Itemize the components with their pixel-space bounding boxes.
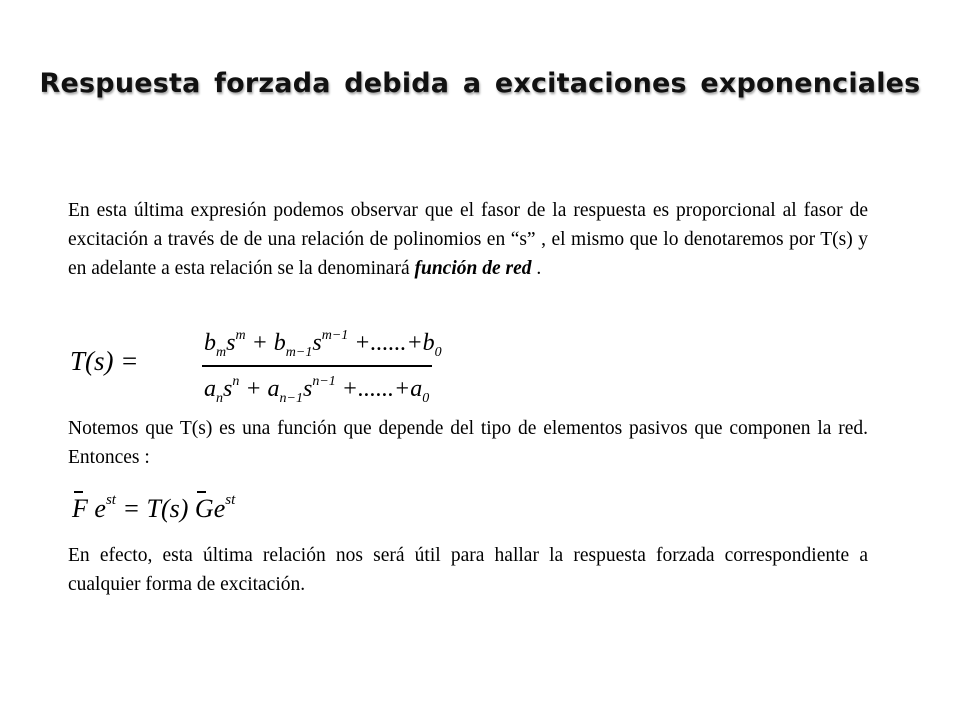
phasor-f: F xyxy=(72,494,88,523)
paragraph-ts-dependence: Notemos que T(s) es una función que depende del tipo de elementos pasivos que componen la red. Entonces : xyxy=(68,418,868,468)
equation-lhs: T(s) = xyxy=(70,346,139,376)
phasor-relation-equation: F $e^{st} = T(s)$ $Ge^{st}$ xyxy=(72,492,236,523)
paragraph-1-text: En esta última expresión podemos observar que el fasor de la respuesta es proporcional al fasor de excitación a través de de una relación de polinomios en “s” , el mismo que lo denotaremos por T(s) y en adelante a esta relación se la denominará xyxy=(68,200,868,279)
paragraph-network-function xyxy=(68,196,868,283)
emphasis-network-function: función de red xyxy=(414,258,532,279)
slide-title: Respuesta forzada debida a excitaciones exponenciales xyxy=(39,68,921,99)
paragraph-1-end: . xyxy=(531,258,542,279)
fraction-denominator: $a_ns^n + a_{n-1}s^{n-1} +......+a_0$ xyxy=(204,374,430,406)
fraction-numerator: $b_ms^m + b_{m-1}s^{m-1} +......+b_0$ xyxy=(204,328,442,360)
fraction-bar xyxy=(202,365,432,367)
phasor-g: G xyxy=(194,494,214,523)
paragraph-forced-response: En efecto, esta última relación nos será útil para hallar la respuesta forzada correspondiente a cualquier forma de excitación. xyxy=(68,545,868,595)
